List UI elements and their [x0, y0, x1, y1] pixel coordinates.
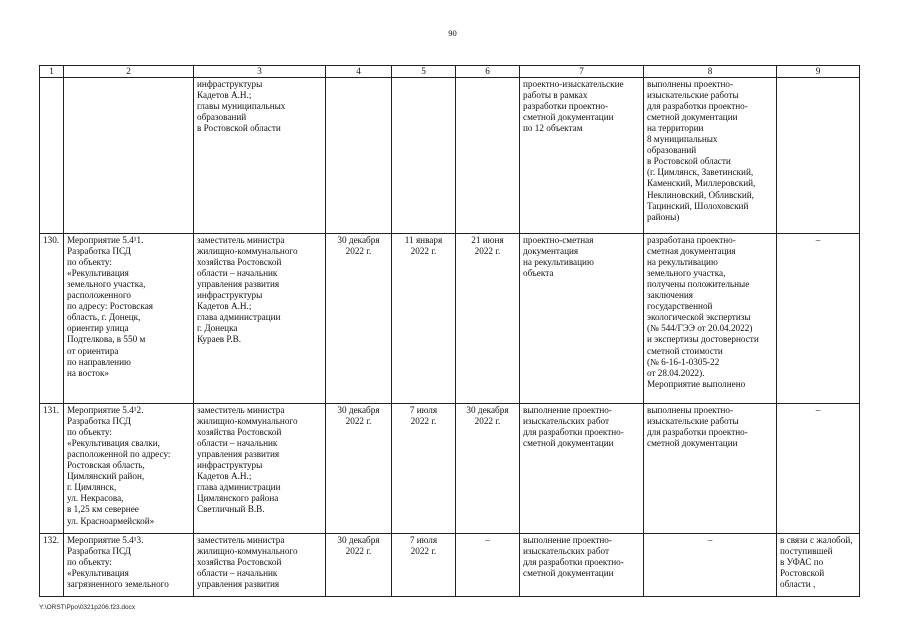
cell-line: 2022 г.	[345, 246, 372, 257]
cell-line: выполнены проектно-	[647, 79, 734, 90]
expected-result-cell	[520, 404, 644, 534]
cell-line: изыскательские работы	[647, 90, 739, 101]
cell-line: в УФАС по	[780, 557, 824, 568]
actual-end-date-cell	[456, 234, 520, 404]
cell-line: Подтелкова, в 550 м	[67, 334, 146, 345]
cell-line: Кадетов А.Н.;	[197, 301, 252, 312]
planned-date-cell	[326, 78, 392, 234]
cell-line: 2022 г.	[345, 416, 372, 427]
row-number-cell	[40, 534, 64, 597]
cell-line: Ростовская область,	[67, 460, 145, 471]
cell-line: главы муниципальных	[197, 101, 286, 112]
cell-line: районы)	[647, 211, 680, 222]
actual-start-date-cell	[392, 234, 456, 404]
cell-line: 7 июля	[409, 535, 438, 546]
cell-line: «Рекультивация свалки,	[67, 438, 160, 449]
actual-start-date-cell	[392, 78, 456, 234]
cell-line: по 12 объектам	[523, 123, 583, 134]
cell-line: инфраструктуры	[197, 460, 263, 471]
table-row	[40, 78, 860, 234]
cell-line: по объекту:	[67, 427, 112, 438]
cell-line: области – начальник	[197, 438, 278, 449]
cell-line: на восток»	[67, 367, 110, 378]
cell-line: управления развития	[197, 579, 280, 590]
cell-line: образований	[647, 145, 697, 156]
cell-line: –	[707, 535, 713, 546]
cell-line: объекта	[523, 268, 554, 279]
cell-line: 30 декабря	[466, 405, 509, 416]
table-row	[40, 404, 860, 534]
col-header: 1	[40, 66, 64, 78]
cell-line: изыскательских работ	[523, 416, 610, 427]
col-header: 5	[392, 66, 456, 78]
cell-line: выполнение проектно-	[523, 405, 612, 416]
cell-line: проектно-изыскательские	[523, 79, 624, 90]
cell-line: управления развития	[197, 449, 280, 460]
row-number-cell	[40, 78, 64, 234]
cell-line: ул. Красноармейской»	[67, 515, 155, 526]
cell-line: Каменский, Миллеровский,	[647, 178, 756, 189]
cell-line: работы в рамках	[523, 90, 588, 101]
cell-line: по направлению	[67, 356, 131, 367]
notes-cell	[777, 404, 860, 534]
cell-line: 8 муниципальных	[647, 134, 718, 145]
cell-line: жилищно-коммунального	[197, 546, 298, 557]
cell-line: заключения	[647, 290, 694, 301]
header-row	[40, 66, 860, 78]
cell-line: в Ростовской области	[197, 123, 281, 134]
cell-line: 131.	[43, 405, 60, 416]
actual-start-date-cell	[392, 404, 456, 534]
cell-line: Неклиновский, Обливский,	[647, 189, 754, 200]
col-header: 8	[644, 66, 777, 78]
actual-end-date-cell	[456, 78, 520, 234]
cell-line: расположенной по адресу:	[67, 449, 171, 460]
cell-line: Цимлянского района	[197, 493, 279, 504]
cell-line: 130.	[43, 235, 60, 246]
actual-end-date-cell	[456, 404, 520, 534]
cell-line: в Ростовской области	[647, 156, 731, 167]
cell-line: 2022 г.	[474, 416, 501, 427]
cell-line: сметной документации	[523, 438, 614, 449]
cell-line: Мероприятие 5.4¹2.	[67, 405, 144, 416]
cell-line: Разработка ПСД	[67, 246, 131, 257]
cell-line: Цимлянский район,	[67, 471, 145, 482]
cell-line: для разработки проектно-	[523, 427, 624, 438]
cell-line: для разработки проектно-	[647, 427, 748, 438]
cell-line: 11 января	[404, 235, 443, 246]
cell-line: –	[815, 405, 821, 416]
cell-line: заместитель министра	[197, 235, 285, 246]
activity-name-cell	[64, 78, 194, 234]
cell-line: хозяйства Ростовской	[197, 557, 282, 568]
cell-line: на рекультивацию	[523, 257, 594, 268]
cell-line: инфраструктуры	[197, 79, 263, 90]
cell-line: экологической экспертизы	[647, 312, 751, 323]
notes-cell	[777, 234, 860, 404]
cell-line: сметной документации	[647, 438, 738, 449]
cell-line: для разработки проектно-	[523, 557, 624, 568]
col-header: 4	[326, 66, 392, 78]
cell-line: (№ 6-16-1-0305-22	[647, 356, 720, 367]
cell-line: сметной документации	[647, 112, 738, 123]
cell-line: расположенного	[67, 290, 131, 301]
expected-result-cell	[520, 534, 644, 597]
cell-line: Мероприятие 5.4¹3.	[67, 535, 144, 546]
cell-line: г. Донецка	[197, 323, 238, 334]
cell-line: управления развития	[197, 279, 280, 290]
cell-line: Кадетов А.Н.;	[197, 90, 252, 101]
report-table	[39, 65, 860, 597]
responsible-person-cell	[194, 404, 326, 534]
actual-result-cell	[644, 234, 777, 404]
cell-line: инфраструктуры	[197, 290, 263, 301]
cell-line: проектно-сметная	[523, 235, 594, 246]
planned-date-cell	[326, 534, 392, 597]
cell-line: области ,	[780, 579, 816, 590]
cell-line: 2022 г.	[345, 546, 372, 557]
file-path-footer: Y:\ORST\Ppo\0321p206.f23.docx	[39, 604, 136, 611]
responsible-person-cell	[194, 234, 326, 404]
cell-line: 2022 г.	[410, 416, 437, 427]
cell-line: 7 июля	[409, 405, 438, 416]
cell-line: жилищно-коммунального	[197, 416, 298, 427]
cell-line: от ориентира	[67, 345, 119, 356]
table-row	[40, 234, 860, 404]
cell-line: г. Цимлянск,	[67, 482, 117, 493]
cell-line: Кураев Р.В.	[197, 334, 242, 345]
activity-name-cell	[64, 534, 194, 597]
actual-result-cell	[644, 534, 777, 597]
cell-line: –	[485, 535, 490, 546]
col-header: 2	[64, 66, 194, 78]
cell-line: разработана проектно-	[647, 235, 736, 246]
cell-line: область, г. Донецк,	[67, 312, 141, 323]
cell-line: ориентир улица	[67, 323, 129, 334]
cell-line: выполнение проектно-	[523, 535, 612, 546]
cell-line: (г. Цимлянск, Заветинский,	[647, 167, 754, 178]
activity-name-cell	[64, 404, 194, 534]
cell-line: загрязненного земельного	[67, 579, 169, 590]
cell-line: государственной	[647, 301, 713, 312]
cell-line: сметной документации	[523, 568, 614, 579]
cell-line: по объекту:	[67, 257, 112, 268]
notes-cell	[777, 534, 860, 597]
cell-line: –	[815, 235, 821, 246]
row-number-cell	[40, 404, 64, 534]
cell-line: от 28.04.2022).	[647, 367, 705, 378]
cell-line: глава администрации	[197, 312, 281, 323]
cell-line: Кадетов А.Н.;	[197, 471, 252, 482]
activity-name-cell	[64, 234, 194, 404]
cell-line: и экспертизы достоверности	[647, 334, 759, 345]
cell-line: выполнены проектно-	[647, 405, 734, 416]
cell-line: по адресу: Ростовская	[67, 301, 153, 312]
col-header: 3	[194, 66, 326, 78]
cell-line: сметной документации	[523, 112, 614, 123]
cell-line: поступившей	[780, 546, 833, 557]
cell-line: заместитель министра	[197, 405, 285, 416]
col-header: 9	[777, 66, 860, 78]
cell-line: жилищно-коммунального	[197, 246, 298, 257]
notes-cell	[777, 78, 860, 234]
cell-line: по объекту:	[67, 557, 112, 568]
cell-line: в 1,25 км севернее	[67, 504, 139, 515]
cell-line: Светличный В.В.	[197, 504, 265, 515]
cell-line: Разработка ПСД	[67, 416, 131, 427]
cell-line: «Рекультивация	[67, 268, 129, 279]
cell-line: 132.	[43, 535, 60, 546]
cell-line: глава администрации	[197, 482, 281, 493]
cell-line: образований	[197, 112, 247, 123]
cell-line: на территории	[647, 123, 704, 134]
cell-line: на рекультивацию	[647, 257, 718, 268]
cell-line: в связи с жалобой,	[780, 535, 853, 546]
cell-line: 2022 г.	[474, 246, 501, 257]
cell-line: хозяйства Ростовской	[197, 427, 282, 438]
cell-line: Мероприятие 5.4¹1.	[67, 235, 144, 246]
cell-line: 2022 г.	[410, 546, 437, 557]
cell-line: 21 июня	[471, 235, 504, 246]
cell-line: Ростовской	[780, 568, 825, 579]
cell-line: «Рекультивация	[67, 568, 129, 579]
col-header: 7	[520, 66, 644, 78]
cell-line: изыскательские работы	[647, 416, 739, 427]
expected-result-cell	[520, 234, 644, 404]
page-number: 90	[448, 28, 457, 38]
cell-line: хозяйства Ростовской	[197, 257, 282, 268]
cell-line: (№ 544/ГЭЭ от 20.04.2022)	[647, 323, 753, 334]
table-row	[40, 534, 860, 597]
actual-result-cell	[644, 78, 777, 234]
responsible-person-cell	[194, 534, 326, 597]
cell-line: ул. Некрасова,	[67, 493, 124, 504]
cell-line: земельного участка,	[67, 279, 146, 290]
cell-line: заместитель министра	[197, 535, 285, 546]
cell-line: 30 декабря	[337, 235, 380, 246]
actual-result-cell	[644, 404, 777, 534]
planned-date-cell	[326, 234, 392, 404]
cell-line: области – начальник	[197, 568, 278, 579]
cell-line: получены положительные	[647, 279, 750, 290]
row-number-cell	[40, 234, 64, 404]
cell-line: сметная документация	[647, 246, 736, 257]
actual-end-date-cell	[456, 534, 520, 597]
cell-line: Тацинский, Шолоховский	[647, 200, 749, 211]
col-header: 6	[456, 66, 520, 78]
cell-line: Разработка ПСД	[67, 546, 131, 557]
responsible-person-cell	[194, 78, 326, 234]
cell-line: 2022 г.	[410, 246, 437, 257]
cell-line: сметной стоимости	[647, 345, 723, 356]
cell-line: разработки проектно-	[523, 101, 609, 112]
cell-line: 30 декабря	[337, 535, 380, 546]
cell-line: 30 декабря	[337, 405, 380, 416]
cell-line: для разработки проектно-	[647, 101, 748, 112]
planned-date-cell	[326, 404, 392, 534]
expected-result-cell	[520, 78, 644, 234]
cell-line: области – начальник	[197, 268, 278, 279]
cell-line: земельного участка,	[647, 268, 726, 279]
cell-line: документация	[523, 246, 579, 257]
actual-start-date-cell	[392, 534, 456, 597]
cell-line: изыскательских работ	[523, 546, 610, 557]
cell-line: Мероприятие выполнено	[647, 378, 746, 389]
